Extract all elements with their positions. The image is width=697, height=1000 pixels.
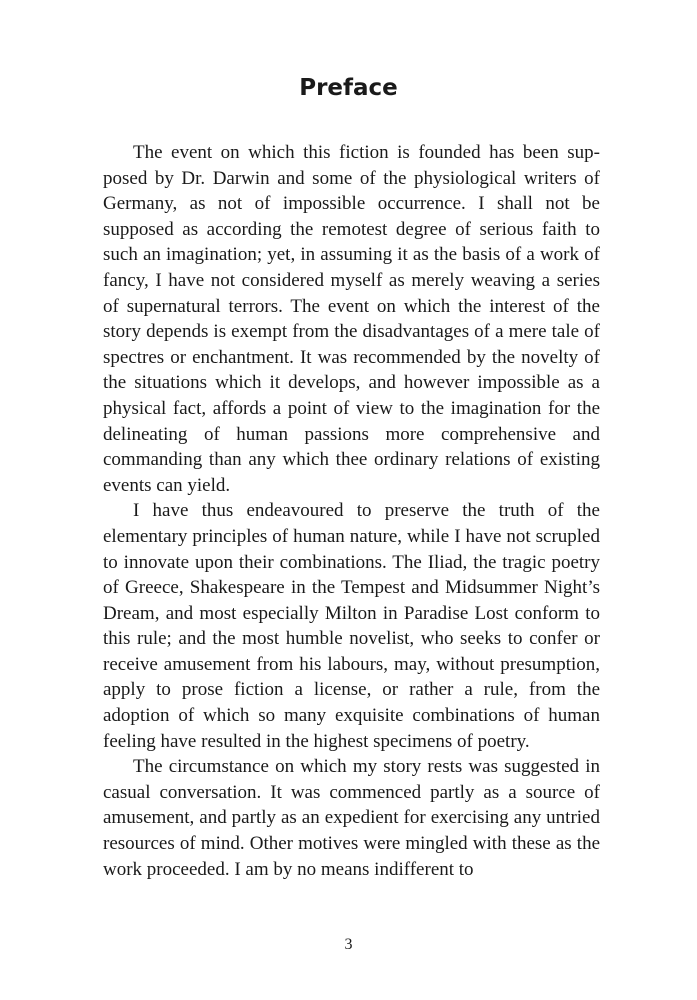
paragraph: I have thus endeavoured to preserve the truth of the elementary principles of human nature, while I have not scrupled to innovate upon their combinations. The Iliad, the tragic poetry of Greece, Shakespeare in the Tempest and Midsummer Night’s Dream, and most especially Milton in Paradise Lost conform to this rule; and the most humble novelist, who seeks to confer or receive amusement from his labours, may, without presumption, apply to prose fiction a license, or rather a rule, from the adoption of which so many exquisite combinations of human feeling have resulted in the highest specimens of poetry. xyxy=(103,500,600,752)
page-title: Preface xyxy=(299,75,398,101)
paragraph: The event on which this fiction is founded has been supposed by Dr. Darwin and some of the physiological writers of Germany, as not of impossible occurrence. I shall not be supposed as according the remotest degree of serious faith to such an imagination; yet, in assuming it as the basis of a work of fancy, I have not considered myself as merely weaving a series of supernatural terrors. The event on which the interest of the story depends is exempt from the disadvantages of a mere tale of spectres or enchantment. It was recommended by the novelty of the situations which it develops, and however impossible as a physical fact, affords a point of view to the imagination for the delineating of human passions more comprehensive and commanding than any which thee ordinary relations of existing events can yield. xyxy=(103,142,600,496)
body-text xyxy=(103,140,600,882)
paragraph: The circumstance on which my story rests was suggested in casual conversation. It was commenced partly as a source of amusement, and partly as an expedient for exercising any untried resources of mind. Other motives were mingled with these as the work proceeded. I am by no means indifferent to xyxy=(103,756,600,880)
page-number: 3 xyxy=(344,936,353,953)
